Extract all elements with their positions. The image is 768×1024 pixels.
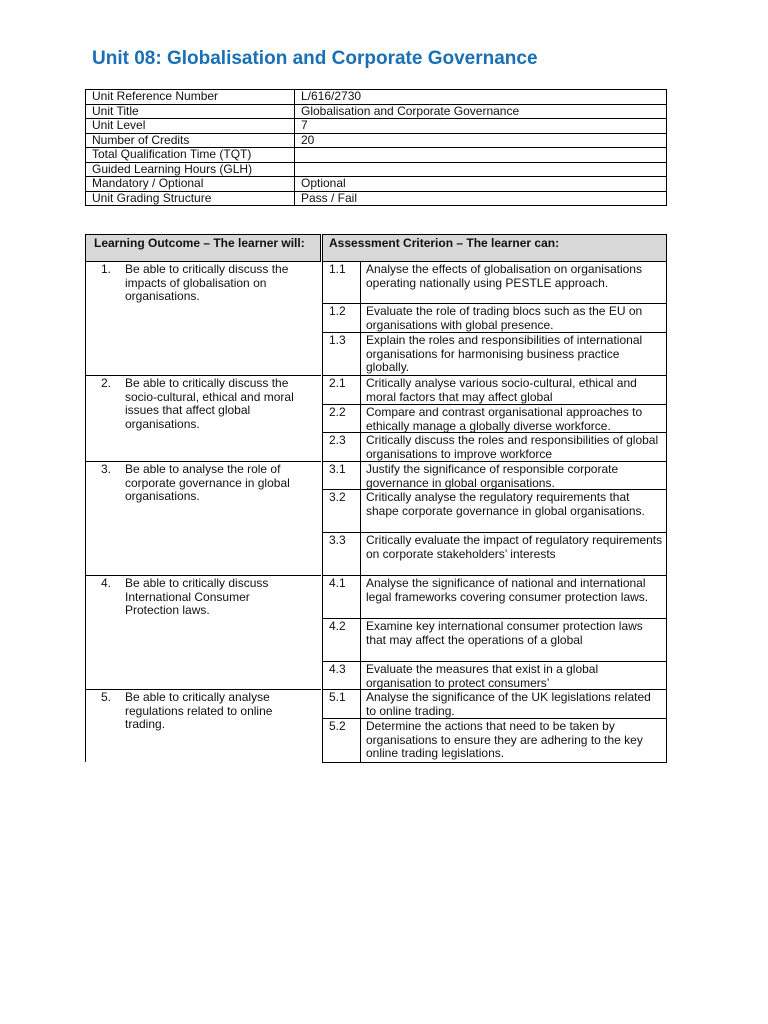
learning-outcome-item [85,262,321,376]
criterion-row [322,304,667,333]
criterion-text: Critically discuss the roles and responsibilities of global organisations to improve workforce [366,433,659,461]
outcome-number: 3. [101,462,112,476]
criterion-text: Explain the roles and responsibilities of international organisations for harmonising business practice globally. [366,333,643,374]
table-row [86,133,667,148]
learning-outcome-item [85,376,321,462]
table-row [86,177,667,192]
criterion-code: 1.3 [329,333,346,347]
criterion-code: 4.1 [329,576,346,590]
criterion-text: Analyse the significance of national and international legal frameworks covering consumer protection laws. [366,576,649,604]
assessment-criteria-column [322,234,667,763]
unit-info-label: Guided Learning Hours (GLH) [86,162,295,177]
assessment-criterion-header: Assessment Criterion – The learner can: [322,234,667,262]
column-divider [360,576,361,618]
unit-info-value: L/616/2730 [295,90,667,105]
outcome-text: Be able to critically discuss the socio-cultural, ethical and moral issues that affect global organisations. [125,376,294,431]
criterion-row [322,333,667,376]
unit-info-value [295,148,667,163]
criterion-text: Evaluate the measures that exist in a global organisation to protect consumers’ [366,662,599,690]
criterion-text: Justify the significance of responsible corporate governance in global organisations. [366,462,619,490]
outcome-text: Be able to critically discuss the impacts of globalisation on organisations. [125,262,289,303]
column-divider [360,376,361,404]
unit-info-label: Mandatory / Optional [86,177,295,192]
criterion-row [322,690,667,719]
criterion-text: Critically analyse the regulatory requirements that shape corporate governance in global organisations. [366,490,645,518]
criterion-row [322,533,667,576]
unit-info-value: 20 [295,133,667,148]
criterion-text: Critically evaluate the impact of regulatory requirements on corporate stakeholders’ interests [366,533,663,561]
outcome-text: Be able to critically analyse regulations related to online trading. [125,690,273,731]
learning-outcome-item [85,690,321,762]
column-divider [360,333,361,375]
column-divider [360,262,361,303]
criterion-code: 2.3 [329,433,346,447]
unit-info-label: Unit Title [86,104,295,119]
unit-info-value: Optional [295,177,667,192]
learning-outcomes-column [85,234,321,762]
column-divider [360,662,361,689]
column-divider [360,462,361,489]
column-divider [360,719,361,762]
column-divider [360,690,361,718]
criterion-row [322,405,667,433]
criterion-text: Evaluate the role of trading blocs such as the EU on organisations with global presence. [366,304,643,332]
unit-info-label: Total Qualification Time (TQT) [86,148,295,163]
unit-info-label: Unit Level [86,119,295,134]
table-row [86,191,667,206]
criterion-code: 2.1 [329,376,346,390]
criterion-code: 2.2 [329,405,346,419]
criterion-row [322,262,667,304]
outcome-number: 1. [101,262,112,276]
table-row [86,90,667,105]
column-divider [360,490,361,532]
criterion-text: Determine the actions that need to be taken by organisations to ensure they are adhering to the key online trading legislations. [366,719,643,760]
unit-info-label: Number of Credits [86,133,295,148]
page-title: Unit 08: Globalisation and Corporate Governance [92,48,538,69]
column-divider [360,304,361,332]
outcome-number: 2. [101,376,112,390]
unit-info-value: Globalisation and Corporate Governance [295,104,667,119]
criterion-row [322,433,667,462]
criterion-code: 5.2 [329,719,346,733]
criterion-code: 3.1 [329,462,346,476]
outcome-number: 5. [101,690,112,704]
column-divider [360,533,361,575]
unit-info-table [85,89,667,206]
learning-outcome-item [85,462,321,576]
unit-info-label: Unit Grading Structure [86,191,295,206]
outcome-number: 4. [101,576,112,590]
outcome-text: Be able to critically discuss International Consumer Protection laws. [125,576,269,617]
criterion-code: 1.1 [329,262,346,276]
criterion-code: 3.3 [329,533,346,547]
criterion-text: Compare and contrast organisational approaches to ethically manage a globally diverse workforce. [366,405,643,433]
table-row [86,162,667,177]
table-row [86,119,667,134]
column-divider [360,405,361,432]
criterion-text: Analyse the significance of the UK legislations related to online trading. [366,690,651,718]
outcome-text: Be able to analyse the role of corporate governance in global organisations. [125,462,290,503]
criterion-text: Analyse the effects of globalisation on organisations operating nationally using PESTLE approach. [366,262,642,290]
criterion-code: 3.2 [329,490,346,504]
table-row [86,104,667,119]
criterion-row [322,462,667,490]
criterion-row [322,719,667,763]
criterion-row [322,376,667,405]
criterion-text: Examine key international consumer protection laws that may affect the operations of a global [366,619,643,647]
criterion-row [322,490,667,533]
criterion-code: 1.2 [329,304,346,318]
learning-outcome-item [85,576,321,690]
criterion-code: 5.1 [329,690,346,704]
criterion-row [322,576,667,619]
table-row [86,148,667,163]
criterion-text: Critically analyse various socio-cultural, ethical and moral factors that may affect global [366,376,637,404]
unit-info-value [295,162,667,177]
unit-info-label: Unit Reference Number [86,90,295,105]
criterion-row [322,619,667,662]
learning-outcome-header: Learning Outcome – The learner will: [85,234,321,262]
criterion-row [322,662,667,690]
column-divider [360,433,361,461]
criterion-code: 4.3 [329,662,346,676]
unit-info-value: Pass / Fail [295,191,667,206]
criterion-code: 4.2 [329,619,346,633]
unit-info-value: 7 [295,119,667,134]
column-divider [360,619,361,661]
